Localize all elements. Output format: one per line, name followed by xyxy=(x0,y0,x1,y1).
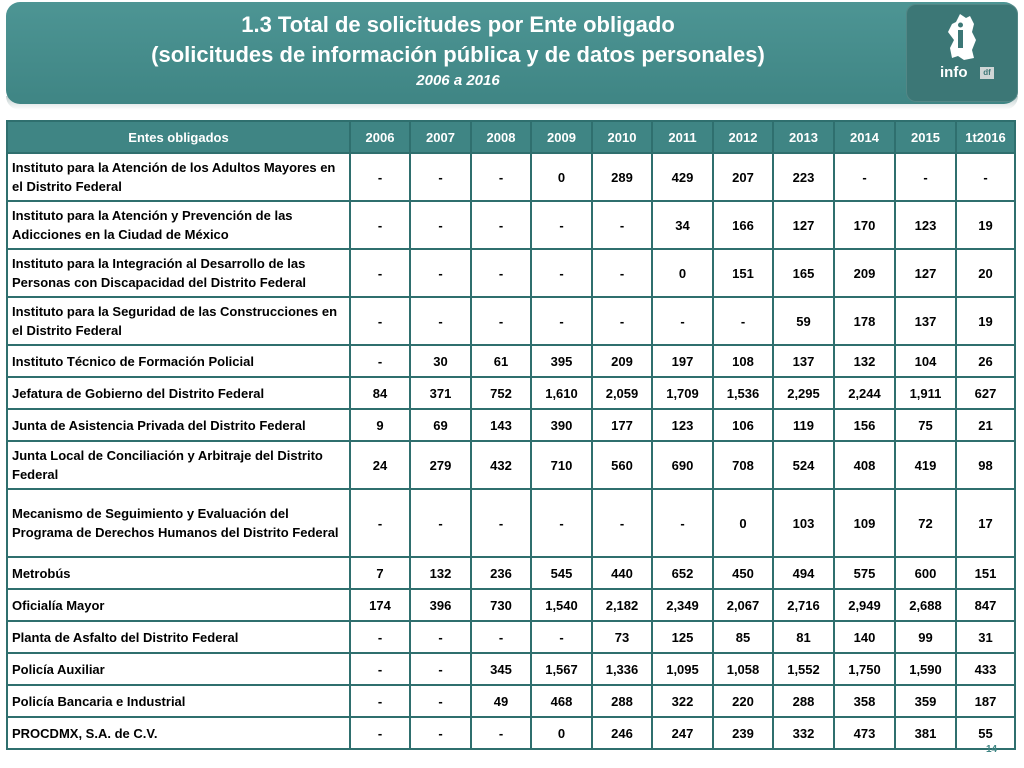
value-cell: 2,059 xyxy=(592,377,652,409)
table-row xyxy=(7,557,1015,589)
table-row xyxy=(7,249,1015,297)
entity-name-cell: Instituto para la Atención de los Adultos Mayores en el Distrito Federal xyxy=(7,153,350,201)
value-cell: 371 xyxy=(410,377,471,409)
value-cell: 1,709 xyxy=(652,377,713,409)
value-cell: 1,552 xyxy=(773,653,834,685)
value-cell: 108 xyxy=(713,345,773,377)
value-cell: 55 xyxy=(956,717,1015,749)
value-cell: 119 xyxy=(773,409,834,441)
value-cell: 1,540 xyxy=(531,589,592,621)
value-cell: - xyxy=(350,489,410,557)
value-cell: - xyxy=(410,489,471,557)
entity-name-cell: PROCDMX, S.A. de C.V. xyxy=(7,717,350,749)
value-cell: 288 xyxy=(592,685,652,717)
infodf-logo xyxy=(906,4,1018,102)
page-title-line2: (solicitudes de información pública y de datos personales) xyxy=(151,42,765,67)
value-cell: 560 xyxy=(592,441,652,489)
value-cell: 69 xyxy=(410,409,471,441)
value-cell: - xyxy=(350,345,410,377)
page-subtitle: 2006 a 2016 xyxy=(416,72,500,89)
value-cell: 103 xyxy=(773,489,834,557)
value-cell: 26 xyxy=(956,345,1015,377)
entity-name-cell: Junta Local de Conciliación y Arbitraje del Distrito Federal xyxy=(7,441,350,489)
logo-badge: df xyxy=(980,67,994,79)
entity-name-cell: Instituto para la Atención y Prevención de las Adicciones en la Ciudad de México xyxy=(7,201,350,249)
table-row xyxy=(7,441,1015,489)
table-row xyxy=(7,345,1015,377)
value-cell: 137 xyxy=(773,345,834,377)
table-row xyxy=(7,621,1015,653)
entity-name-cell: Mecanismo de Seguimiento y Evaluación del Programa de Derechos Humanos del Distrito Federal xyxy=(7,489,350,557)
value-cell: - xyxy=(471,297,531,345)
value-cell: - xyxy=(350,297,410,345)
value-cell: 21 xyxy=(956,409,1015,441)
value-cell: 0 xyxy=(713,489,773,557)
value-cell: 2,067 xyxy=(713,589,773,621)
entity-name-cell: Metrobús xyxy=(7,557,350,589)
value-cell: - xyxy=(592,249,652,297)
value-cell: 72 xyxy=(895,489,956,557)
value-cell: 127 xyxy=(773,201,834,249)
value-cell: 207 xyxy=(713,153,773,201)
value-cell: 246 xyxy=(592,717,652,749)
value-cell: 247 xyxy=(652,717,713,749)
value-cell: - xyxy=(592,201,652,249)
value-cell: 81 xyxy=(773,621,834,653)
column-header-year: 2007 xyxy=(410,121,471,153)
value-cell: 1,911 xyxy=(895,377,956,409)
entity-name-cell: Oficialía Mayor xyxy=(7,589,350,621)
value-cell: 396 xyxy=(410,589,471,621)
value-cell: 170 xyxy=(834,201,895,249)
value-cell: 109 xyxy=(834,489,895,557)
value-cell: 197 xyxy=(652,345,713,377)
entity-name-cell: Policía Auxiliar xyxy=(7,653,350,685)
value-cell: - xyxy=(410,717,471,749)
value-cell: 187 xyxy=(956,685,1015,717)
value-cell: - xyxy=(531,489,592,557)
value-cell: - xyxy=(350,717,410,749)
value-cell: 165 xyxy=(773,249,834,297)
value-cell: - xyxy=(410,653,471,685)
value-cell: 279 xyxy=(410,441,471,489)
value-cell: 123 xyxy=(652,409,713,441)
value-cell: 0 xyxy=(531,717,592,749)
page-number: 14 xyxy=(986,744,998,755)
entity-name-cell: Instituto para la Integración al Desarrollo de las Personas con Discapacidad del Distrito Federal xyxy=(7,249,350,297)
table-row xyxy=(7,201,1015,249)
value-cell: 123 xyxy=(895,201,956,249)
value-cell: - xyxy=(713,297,773,345)
district-map-icon xyxy=(946,12,978,62)
value-cell: 223 xyxy=(773,153,834,201)
value-cell: 1,536 xyxy=(713,377,773,409)
value-cell: - xyxy=(350,153,410,201)
value-cell: 24 xyxy=(350,441,410,489)
value-cell: - xyxy=(531,621,592,653)
value-cell: 395 xyxy=(531,345,592,377)
table-row xyxy=(7,653,1015,685)
value-cell: 730 xyxy=(471,589,531,621)
value-cell: 19 xyxy=(956,201,1015,249)
table-header-row xyxy=(7,121,1015,153)
value-cell: - xyxy=(956,153,1015,201)
value-cell: - xyxy=(410,249,471,297)
value-cell: 2,182 xyxy=(592,589,652,621)
value-cell: 30 xyxy=(410,345,471,377)
value-cell: 140 xyxy=(834,621,895,653)
value-cell: 174 xyxy=(350,589,410,621)
entity-name-cell: Junta de Asistencia Privada del Distrito Federal xyxy=(7,409,350,441)
value-cell: 450 xyxy=(713,557,773,589)
value-cell: 288 xyxy=(773,685,834,717)
value-cell: 575 xyxy=(834,557,895,589)
value-cell: 34 xyxy=(652,201,713,249)
value-cell: 137 xyxy=(895,297,956,345)
value-cell: - xyxy=(471,249,531,297)
column-header-year: 2015 xyxy=(895,121,956,153)
value-cell: 127 xyxy=(895,249,956,297)
value-cell: - xyxy=(350,621,410,653)
value-cell: 752 xyxy=(471,377,531,409)
value-cell: 178 xyxy=(834,297,895,345)
value-cell: 132 xyxy=(410,557,471,589)
value-cell: 627 xyxy=(956,377,1015,409)
value-cell: 545 xyxy=(531,557,592,589)
table-row xyxy=(7,297,1015,345)
column-header-year: 2011 xyxy=(652,121,713,153)
value-cell: 20 xyxy=(956,249,1015,297)
value-cell: 2,349 xyxy=(652,589,713,621)
value-cell: - xyxy=(410,153,471,201)
value-cell: 358 xyxy=(834,685,895,717)
table-row xyxy=(7,489,1015,557)
column-header-year: 1t2016 xyxy=(956,121,1015,153)
table-row xyxy=(7,377,1015,409)
value-cell: - xyxy=(410,297,471,345)
column-header-year: 2012 xyxy=(713,121,773,153)
value-cell: - xyxy=(592,489,652,557)
value-cell: 390 xyxy=(531,409,592,441)
value-cell: 73 xyxy=(592,621,652,653)
table-row xyxy=(7,409,1015,441)
value-cell: - xyxy=(410,685,471,717)
value-cell: 690 xyxy=(652,441,713,489)
value-cell: 151 xyxy=(713,249,773,297)
value-cell: 7 xyxy=(350,557,410,589)
page-title: 1.3 Total de solicitudes por Ente obligado xyxy=(241,12,675,37)
value-cell: 1,336 xyxy=(592,653,652,685)
value-cell: 209 xyxy=(834,249,895,297)
value-cell: 2,716 xyxy=(773,589,834,621)
value-cell: 1,610 xyxy=(531,377,592,409)
value-cell: 1,567 xyxy=(531,653,592,685)
value-cell: 468 xyxy=(531,685,592,717)
column-header-year: 2009 xyxy=(531,121,592,153)
value-cell: 652 xyxy=(652,557,713,589)
value-cell: 31 xyxy=(956,621,1015,653)
value-cell: - xyxy=(350,249,410,297)
value-cell: 473 xyxy=(834,717,895,749)
requests-table xyxy=(6,120,1016,750)
value-cell: - xyxy=(895,153,956,201)
value-cell: 2,949 xyxy=(834,589,895,621)
value-cell: - xyxy=(531,297,592,345)
value-cell: - xyxy=(350,653,410,685)
value-cell: 61 xyxy=(471,345,531,377)
value-cell: 359 xyxy=(895,685,956,717)
value-cell: - xyxy=(652,297,713,345)
value-cell: 332 xyxy=(773,717,834,749)
column-header-year: 2006 xyxy=(350,121,410,153)
table-row xyxy=(7,717,1015,749)
table-row xyxy=(7,589,1015,621)
entity-name-cell: Instituto para la Seguridad de las Construcciones en el Distrito Federal xyxy=(7,297,350,345)
value-cell: 2,688 xyxy=(895,589,956,621)
value-cell: 209 xyxy=(592,345,652,377)
column-header-year: 2010 xyxy=(592,121,652,153)
value-cell: 98 xyxy=(956,441,1015,489)
column-header-year: 2014 xyxy=(834,121,895,153)
value-cell: 99 xyxy=(895,621,956,653)
value-cell: 17 xyxy=(956,489,1015,557)
value-cell: - xyxy=(471,717,531,749)
entity-name-cell: Jefatura de Gobierno del Distrito Federal xyxy=(7,377,350,409)
value-cell: - xyxy=(592,297,652,345)
table-body xyxy=(7,153,1015,749)
entity-name-cell: Planta de Asfalto del Distrito Federal xyxy=(7,621,350,653)
value-cell: 1,590 xyxy=(895,653,956,685)
value-cell: 0 xyxy=(531,153,592,201)
value-cell: 151 xyxy=(956,557,1015,589)
value-cell: 143 xyxy=(471,409,531,441)
value-cell: 524 xyxy=(773,441,834,489)
value-cell: 433 xyxy=(956,653,1015,685)
column-header-entity: Entes obligados xyxy=(7,121,350,153)
value-cell: 429 xyxy=(652,153,713,201)
value-cell: 166 xyxy=(713,201,773,249)
value-cell: 345 xyxy=(471,653,531,685)
value-cell: - xyxy=(531,249,592,297)
entity-name-cell: Instituto Técnico de Formación Policial xyxy=(7,345,350,377)
value-cell: 49 xyxy=(471,685,531,717)
value-cell: 0 xyxy=(652,249,713,297)
column-header-year: 2013 xyxy=(773,121,834,153)
value-cell: - xyxy=(410,201,471,249)
value-cell: 708 xyxy=(713,441,773,489)
value-cell: 177 xyxy=(592,409,652,441)
value-cell: 408 xyxy=(834,441,895,489)
value-cell: 9 xyxy=(350,409,410,441)
value-cell: 104 xyxy=(895,345,956,377)
value-cell: - xyxy=(531,201,592,249)
value-cell: 381 xyxy=(895,717,956,749)
value-cell: - xyxy=(471,153,531,201)
value-cell: 432 xyxy=(471,441,531,489)
value-cell: 710 xyxy=(531,441,592,489)
value-cell: 236 xyxy=(471,557,531,589)
value-cell: 239 xyxy=(713,717,773,749)
entity-name-cell: Policía Bancaria e Industrial xyxy=(7,685,350,717)
value-cell: 220 xyxy=(713,685,773,717)
value-cell: 85 xyxy=(713,621,773,653)
value-cell: 132 xyxy=(834,345,895,377)
value-cell: 1,095 xyxy=(652,653,713,685)
value-cell: - xyxy=(652,489,713,557)
value-cell: 419 xyxy=(895,441,956,489)
value-cell: 125 xyxy=(652,621,713,653)
value-cell: 494 xyxy=(773,557,834,589)
value-cell: 322 xyxy=(652,685,713,717)
value-cell: - xyxy=(350,201,410,249)
value-cell: 75 xyxy=(895,409,956,441)
value-cell: 106 xyxy=(713,409,773,441)
value-cell: - xyxy=(471,621,531,653)
value-cell: 156 xyxy=(834,409,895,441)
value-cell: 59 xyxy=(773,297,834,345)
logo-wordmark: info xyxy=(940,64,968,81)
value-cell: 1,058 xyxy=(713,653,773,685)
value-cell: 600 xyxy=(895,557,956,589)
value-cell: 1,750 xyxy=(834,653,895,685)
value-cell: 289 xyxy=(592,153,652,201)
value-cell: - xyxy=(834,153,895,201)
value-cell: 19 xyxy=(956,297,1015,345)
value-cell: - xyxy=(471,201,531,249)
table-row xyxy=(7,685,1015,717)
value-cell: 84 xyxy=(350,377,410,409)
value-cell: 847 xyxy=(956,589,1015,621)
value-cell: 2,244 xyxy=(834,377,895,409)
column-header-year: 2008 xyxy=(471,121,531,153)
title-block xyxy=(0,10,916,92)
table-row xyxy=(7,153,1015,201)
value-cell: - xyxy=(350,685,410,717)
value-cell: - xyxy=(471,489,531,557)
value-cell: 440 xyxy=(592,557,652,589)
value-cell: - xyxy=(410,621,471,653)
value-cell: 2,295 xyxy=(773,377,834,409)
